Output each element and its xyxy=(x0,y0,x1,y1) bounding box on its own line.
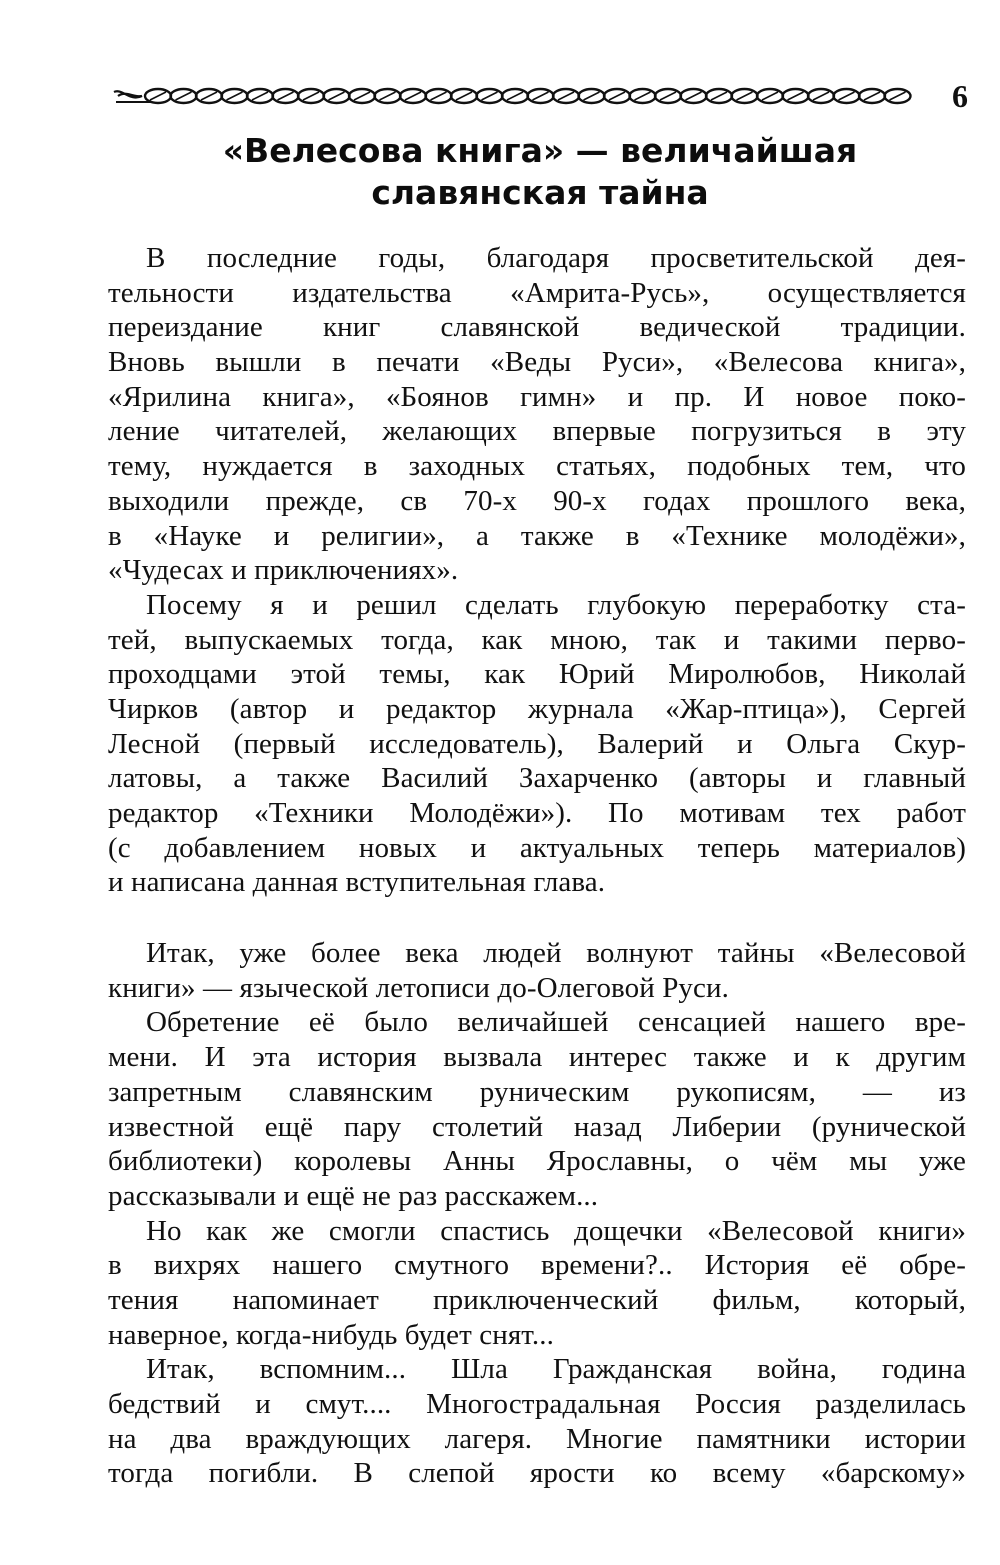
text-line: латовы, а также Василий Захарченко (авторы и главный xyxy=(108,762,966,795)
text-line: книги» — языческой летописи до-Олеговой Руси. xyxy=(108,971,729,1004)
text-line: Итак, вспомним... Шла Гражданская война, година xyxy=(146,1353,966,1386)
text-line: тогда погибли. В слепой ярости ко всему «барскому» xyxy=(108,1457,966,1490)
text-line: тения напоминает приключенческий фильм, который, xyxy=(108,1283,966,1316)
text-line: В последние годы, благодаря просветительской дея- xyxy=(146,242,966,274)
chapter-title-line-1: «Велесова книга» — величайшая xyxy=(222,131,858,170)
paragraph-1 xyxy=(108,241,966,588)
text-line: «Чудесах и приключениях». xyxy=(108,554,459,587)
text-line: Посему я и решил сделать глубокую переработку ста- xyxy=(146,588,966,621)
text-line: (с добавлением новых и актуальных теперь материалов) xyxy=(108,831,966,864)
text-line: «Ярилина книга», «Боянов гимн» и пр. И новое поко- xyxy=(108,380,966,413)
text-line: в вихрях нашего смутного времени?.. История её обре- xyxy=(108,1249,966,1282)
text-line: запретным славянским руническим рукописям, — из xyxy=(108,1075,966,1108)
text-line: и написана данная вступительная глава. xyxy=(108,866,606,899)
text-line: переиздание книг славянской ведической традиции. xyxy=(108,311,966,344)
paragraph-2 xyxy=(108,588,966,900)
text-line: бедствий и смут.... Многострадальная Россия разделилась xyxy=(108,1388,966,1420)
text-line: Итак, уже более века людей волнуют тайны «Велесовой xyxy=(146,937,966,970)
text-line: редактор «Техники Молодёжи»). По мотивам тех работ xyxy=(108,797,966,829)
section-gap xyxy=(108,900,966,936)
paragraph-6 xyxy=(108,1352,966,1491)
text-line: наверное, когда-нибудь будет снят... xyxy=(108,1318,554,1351)
chapter-title-line-2: славянская тайна xyxy=(371,173,709,212)
text-line: Чирков (автор и редактор журнала «Жар-птица»), Сергей xyxy=(108,692,966,725)
chain-ornament-icon xyxy=(112,84,912,108)
body-text xyxy=(108,241,966,1491)
paragraph-5 xyxy=(108,1214,966,1353)
text-line: ление читателей, желающих впервые погрузиться в эту xyxy=(108,415,966,448)
text-line: проходцами этой темы, как Юрий Миролюбов, Николай xyxy=(108,658,966,691)
text-line: тельности издательства «Амрита-Русь», осуществляется xyxy=(108,276,966,309)
text-line: известной ещё пару столетий назад Либерии (рунической xyxy=(108,1110,966,1143)
text-line: выходили прежде, св 70-х 90-х годах прошлого века, xyxy=(108,484,966,517)
text-line: библиотеки) королевы Анны Ярославны, о чём мы уже xyxy=(108,1145,966,1178)
paragraph-3 xyxy=(108,936,966,1005)
text-line: Но как же смогли спастись дощечки «Велесовой книги» xyxy=(146,1214,966,1247)
text-line: Лесной (первый исследователь), Валерий и Ольга Скур- xyxy=(108,727,966,760)
text-line: Обретение её было величайшей сенсацией нашего вре- xyxy=(146,1006,966,1039)
text-line: тей, выпускаемых тогда, как мною, так и такими перво- xyxy=(108,623,966,656)
text-line: на два враждующих лагеря. Многие памятники истории xyxy=(108,1422,966,1455)
text-line: в «Науке и религии», а также в «Технике молодёжи», xyxy=(108,519,966,552)
page-number: 6 xyxy=(952,78,968,114)
text-line: тему, нуждается в заходных статьях, подобных тем, что xyxy=(108,450,966,483)
text-line: рассказывали и ещё не раз расскажем... xyxy=(108,1179,599,1212)
text-line: мени. И эта история вызвала интерес также и к другим xyxy=(108,1041,966,1074)
paragraph-4 xyxy=(108,1005,966,1213)
text-line: Вновь вышли в печати «Веды Руси», «Велесова книга», xyxy=(108,346,966,379)
chapter-title xyxy=(100,130,980,214)
